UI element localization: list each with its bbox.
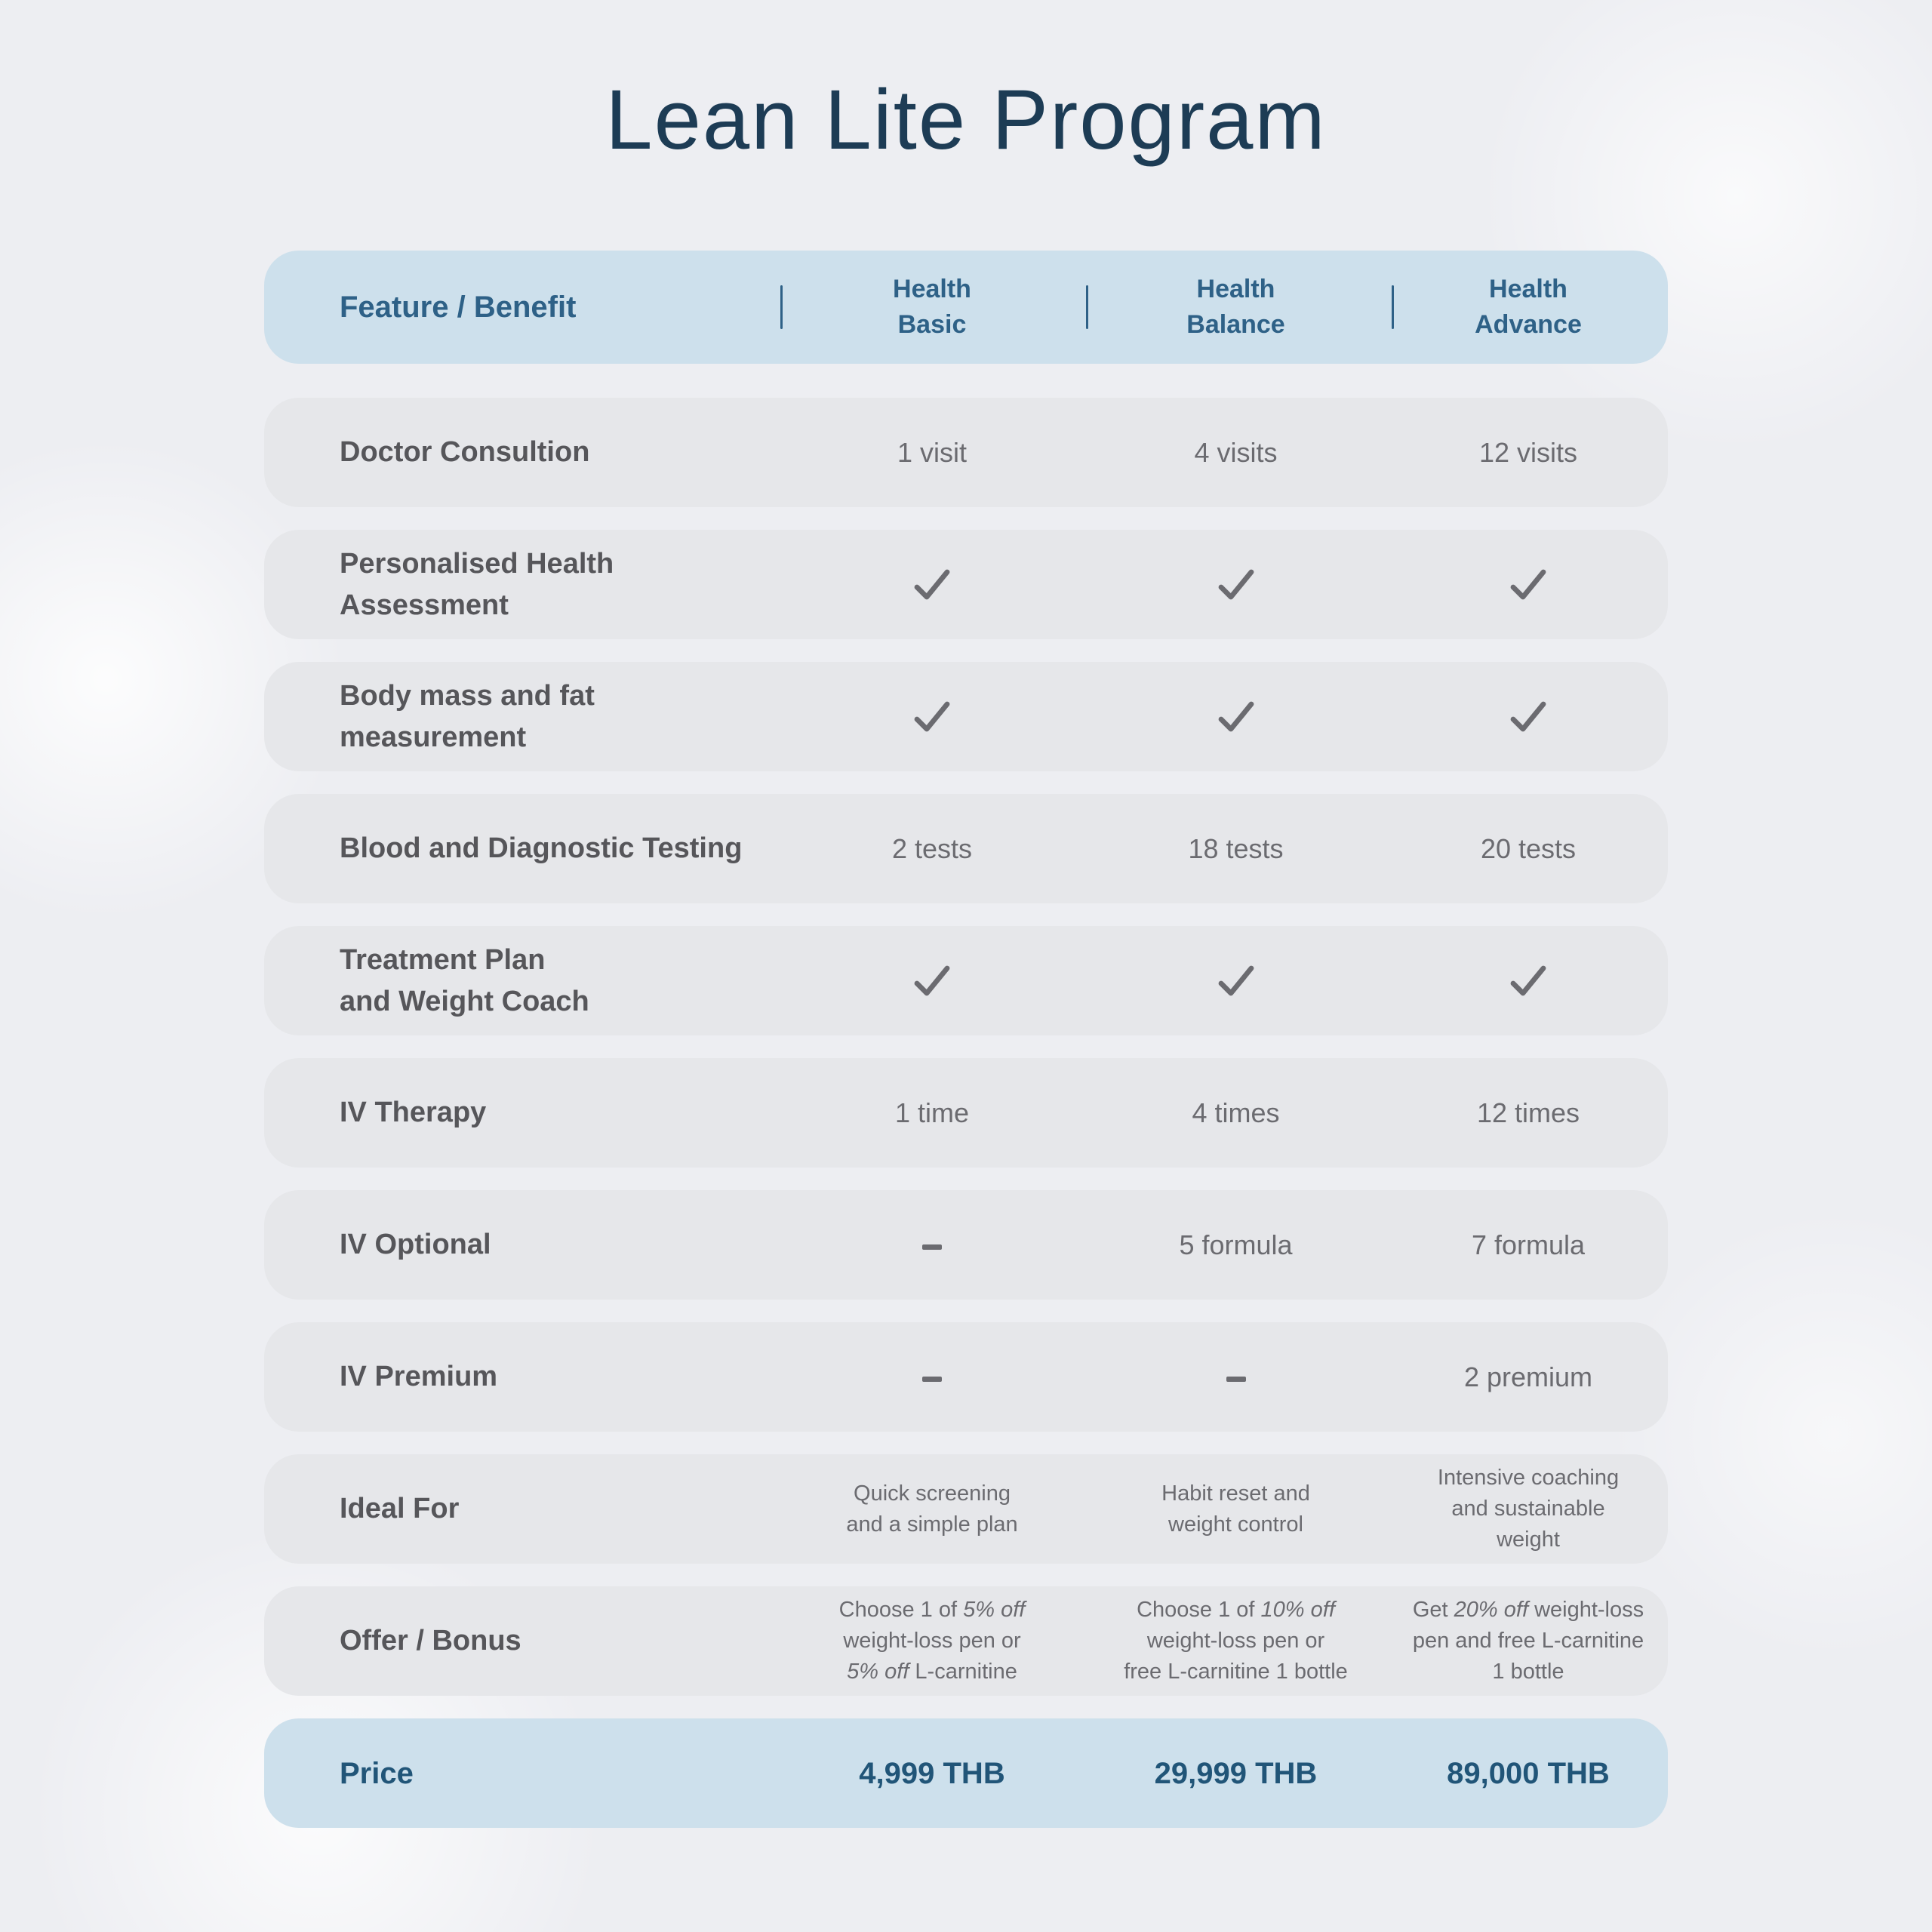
table-row: [264, 530, 1668, 639]
table-row: [264, 926, 1668, 1035]
cell-value: 4 visits: [1194, 436, 1278, 468]
cell-value: 4 times: [1192, 1097, 1280, 1128]
table-row: [264, 794, 1668, 903]
cell-value: Quick screening and a simple plan: [846, 1481, 1018, 1537]
check-icon: [781, 961, 1083, 1001]
table-row: [264, 662, 1668, 771]
feature-label: Blood and Diagnostic Testing: [340, 832, 743, 865]
cell-value: 5 formula: [1179, 1229, 1293, 1260]
cell-value: Choose 1 of 5% off weight-loss pen or 5% off L-carnitine: [838, 1598, 1026, 1684]
feature-label: IV Therapy: [340, 1097, 487, 1129]
table-row: [264, 1322, 1668, 1432]
check-icon: [1389, 961, 1668, 1001]
cell-value: 1 time: [894, 1097, 970, 1128]
price-row: [264, 1718, 1668, 1828]
column-divider: [1392, 285, 1394, 329]
feature-label: Offer / Bonus: [340, 1625, 521, 1657]
comparison-table: [264, 251, 1668, 1828]
table-row: [264, 1454, 1668, 1564]
price-label: Price: [340, 1756, 414, 1790]
cell-value: 12 times: [1476, 1097, 1580, 1128]
column-header-0: Health Basic: [893, 274, 971, 340]
feature-label: Personalised Health Assessment: [340, 547, 614, 621]
feature-label: Ideal For: [340, 1493, 460, 1525]
feature-label: IV Premium: [340, 1361, 498, 1393]
check-icon: [1083, 697, 1389, 737]
feature-benefit-header: Feature / Benefit: [340, 290, 577, 324]
column-header-2: Health Advance: [1475, 274, 1582, 340]
table-row: [264, 398, 1668, 507]
price-basic: 4,999 THB: [859, 1756, 1005, 1790]
price-advance: 89,000 THB: [1447, 1756, 1610, 1790]
column-header-1: Health Balance: [1186, 274, 1285, 340]
feature-label: IV Optional: [340, 1229, 491, 1261]
table-row: [264, 1190, 1668, 1300]
cell-value: Habit reset and weight control: [1161, 1481, 1310, 1537]
check-icon: [1083, 565, 1389, 605]
dash-icon: [1083, 1359, 1389, 1396]
feature-label: Treatment Plan and Weight Coach: [340, 943, 589, 1017]
check-icon: [781, 697, 1083, 737]
page-title: Lean Lite Program: [605, 72, 1327, 167]
column-divider: [1086, 285, 1088, 329]
price-balance: 29,999 THB: [1154, 1756, 1318, 1790]
column-divider: [780, 285, 783, 329]
cell-value: 20 tests: [1480, 832, 1577, 864]
cell-value: Intensive coaching and sustainable weight: [1437, 1466, 1620, 1552]
cell-value: 12 visits: [1478, 436, 1578, 468]
dash-icon: [781, 1359, 1083, 1396]
cell-value: 2 tests: [891, 832, 973, 864]
check-icon: [1389, 565, 1668, 605]
cell-value: 1 visit: [897, 436, 968, 468]
feature-label: Body mass and fat measurement: [340, 679, 595, 753]
table-row: [264, 1586, 1668, 1696]
cell-value: Get 20% off weight-loss pen and free L-carnitine 1 bottle: [1412, 1598, 1644, 1684]
feature-label: Doctor Consultion: [340, 436, 590, 469]
table-header-row: [264, 251, 1668, 364]
check-icon: [1083, 961, 1389, 1001]
check-icon: [1389, 697, 1668, 737]
dash-icon: [781, 1227, 1083, 1264]
cell-value: Choose 1 of 10% off weight-loss pen or free L-carnitine 1 bottle: [1124, 1598, 1348, 1684]
table-row: [264, 1058, 1668, 1168]
check-icon: [781, 565, 1083, 605]
cell-value: 7 formula: [1471, 1229, 1586, 1260]
cell-value: 18 tests: [1188, 832, 1284, 864]
cell-value: 2 premium: [1463, 1361, 1593, 1392]
